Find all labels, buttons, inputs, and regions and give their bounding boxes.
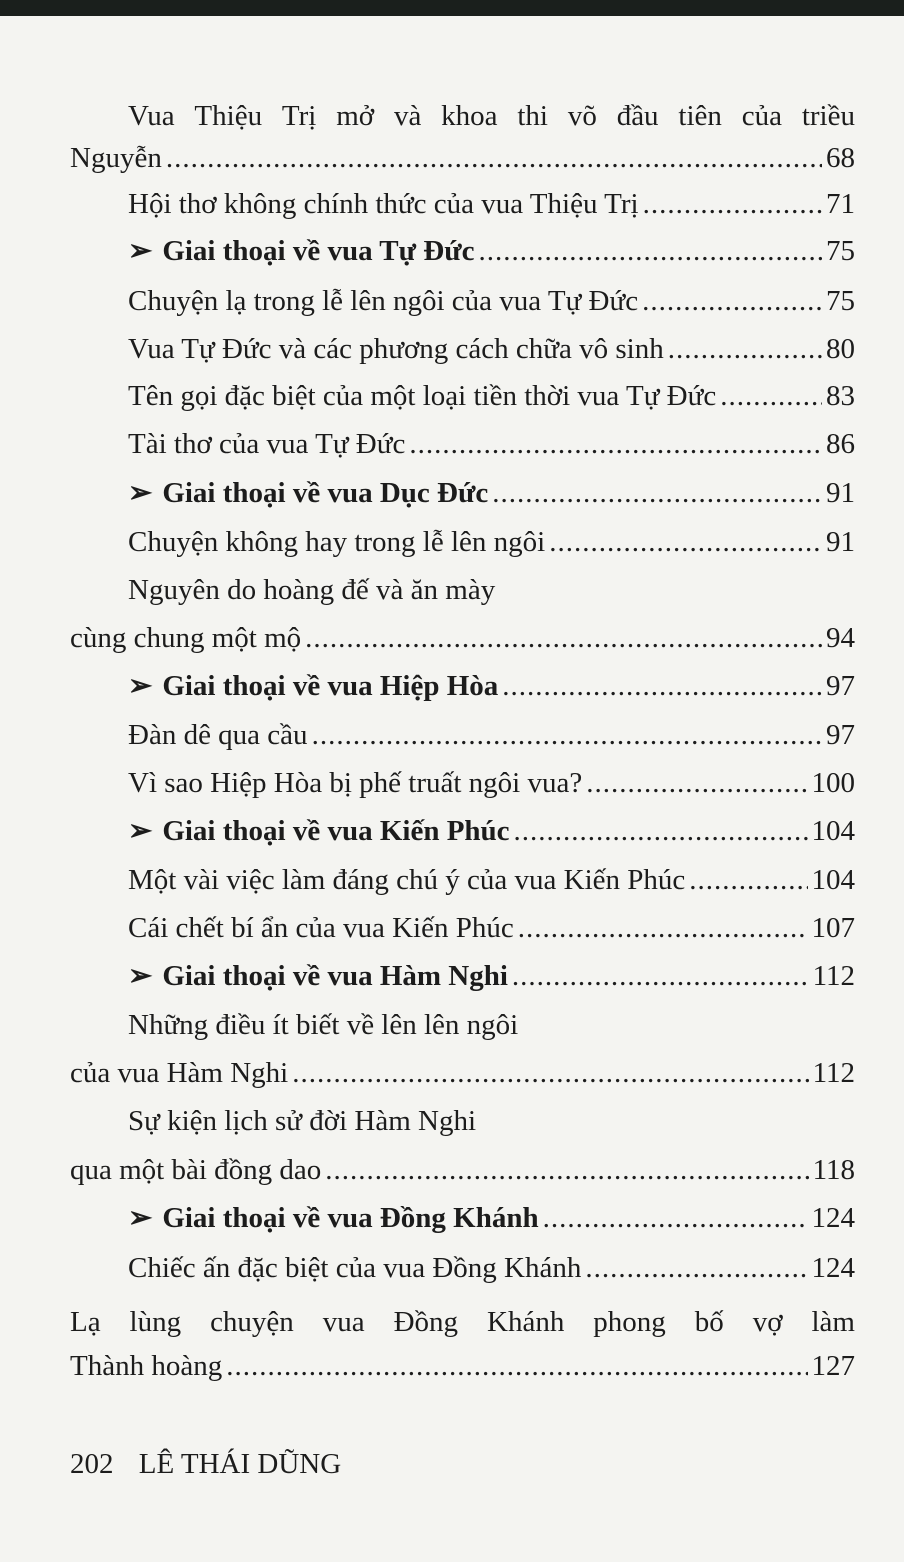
toc-section-heading[interactable]: [128, 666, 855, 706]
toc-entry-word: làm: [811, 1306, 855, 1338]
toc-entry-title: qua một bài đồng dao: [70, 1154, 322, 1186]
arrow-bullet-icon: ➢: [128, 477, 153, 509]
leader-dots: [409, 424, 822, 464]
toc-entry-title: Nguyên do hoàng đế và ăn mày: [128, 574, 496, 606]
toc-entry-title: Hội thơ không chính thức của vua Thiệu Trị: [128, 188, 639, 220]
leader-dots: [325, 1150, 808, 1190]
toc-entry-word: Lạ: [70, 1306, 101, 1338]
toc-entry-word: Thiệu: [194, 100, 263, 132]
leader-dots: [689, 860, 807, 900]
toc-page-number: 104: [811, 815, 855, 847]
toc-entry-title: Những điều ít biết về lên lên ngôi: [128, 1009, 519, 1041]
toc-section-title: Giai thoại về vua Hàm Nghi: [162, 960, 508, 992]
footer-author: LÊ THÁI DŨNG: [138, 1448, 342, 1480]
leader-dots: [586, 763, 807, 803]
footer-page-number: 202: [70, 1448, 114, 1480]
toc-entry-word: võ: [567, 100, 597, 132]
leader-dots: [502, 666, 822, 706]
toc-entry-title: Nguyễn: [70, 142, 162, 174]
page-footer: [70, 1446, 341, 1482]
toc-entry-word: đầu: [616, 100, 659, 132]
toc-entry-title: Sự kiện lịch sử đời Hàm Nghi: [128, 1105, 477, 1137]
toc-entry[interactable]: [70, 1346, 855, 1386]
leader-dots: [518, 908, 808, 948]
arrow-bullet-icon: ➢: [128, 235, 153, 267]
toc-entry[interactable]: [128, 281, 855, 321]
toc-entry-title: Vì sao Hiệp Hòa bị phế truất ngôi vua?: [128, 767, 583, 799]
toc-page-number: 86: [826, 428, 855, 460]
leader-dots: [166, 138, 822, 178]
toc-entry-word: phong: [593, 1306, 666, 1338]
toc-page-number: 97: [826, 719, 855, 751]
toc-entry-title: Vua Tự Đức và các phương cách chữa vô sinh: [128, 333, 664, 365]
leader-dots: [514, 811, 808, 851]
toc-entry-word: mở: [336, 100, 375, 132]
toc-section-title: Giai thoại về vua Kiến Phúc: [162, 815, 510, 847]
toc-page-number: 94: [826, 622, 855, 654]
toc-page-number: 100: [811, 767, 855, 799]
toc-entry[interactable]: [128, 522, 855, 562]
toc-entry-line: [128, 1101, 855, 1141]
toc-entry-line: [128, 96, 855, 136]
toc-entry-line: [128, 1005, 855, 1045]
arrow-bullet-icon: ➢: [128, 670, 153, 702]
toc-entry-word: chuyện: [210, 1306, 294, 1338]
arrow-bullet-icon: ➢: [128, 1202, 153, 1234]
toc-entry-word: Đồng: [393, 1306, 459, 1338]
toc-page-number: 75: [826, 235, 855, 267]
toc-entry-word: Trị: [281, 100, 317, 132]
toc-section-heading[interactable]: [128, 473, 855, 513]
toc-entry[interactable]: [128, 424, 855, 464]
toc-entry-word: Khánh: [487, 1306, 565, 1338]
toc-entry-title: Tên gọi đặc biệt của một loại tiền thời vua Tự Đức: [128, 380, 717, 412]
toc-section-heading[interactable]: [128, 1198, 855, 1238]
leader-dots: [642, 281, 822, 321]
leader-dots: [585, 1248, 807, 1288]
toc-entry-word: của: [741, 100, 782, 132]
leader-dots: [643, 184, 822, 224]
arrow-bullet-icon: ➢: [128, 815, 153, 847]
toc-page-number: 104: [811, 864, 855, 896]
toc-entry[interactable]: [128, 715, 855, 755]
toc-entry-title: Tài thơ của vua Tự Đức: [128, 428, 406, 460]
toc-section-title: Giai thoại về vua Đồng Khánh: [162, 1202, 539, 1234]
toc-entry-word: triều: [801, 100, 855, 132]
toc-entry-title: Chuyện không hay trong lễ lên ngôi: [128, 526, 546, 558]
toc-entry[interactable]: [128, 329, 855, 369]
toc-entry[interactable]: [70, 1150, 855, 1190]
toc-entry[interactable]: [70, 1053, 855, 1093]
toc-page-number: 127: [811, 1350, 855, 1382]
toc-entry-title: Một vài việc làm đáng chú ý của vua Kiến Phúc: [128, 864, 686, 896]
toc-entry-title: Thành hoàng: [70, 1350, 223, 1382]
toc-entry[interactable]: [128, 376, 855, 416]
toc-entry-word: vợ: [752, 1306, 783, 1338]
toc-section-heading[interactable]: [128, 231, 855, 271]
toc-page-number: 75: [826, 285, 855, 317]
leader-dots: [292, 1053, 808, 1093]
toc-section-heading[interactable]: [128, 811, 855, 851]
toc-page-number: 112: [812, 1057, 855, 1089]
toc-page-number: 68: [826, 142, 855, 174]
leader-dots: [312, 715, 822, 755]
toc-page-number: 80: [826, 333, 855, 365]
toc-entry-title: Chiếc ấn đặc biệt của vua Đồng Khánh: [128, 1252, 582, 1284]
toc-entry-line: [70, 1302, 855, 1342]
toc-entry[interactable]: [70, 618, 855, 658]
leader-dots: [226, 1346, 807, 1386]
leader-dots: [543, 1198, 808, 1238]
toc-page-number: 112: [812, 960, 855, 992]
toc-entry[interactable]: [128, 763, 855, 803]
toc-entry-word: Vua: [128, 100, 175, 132]
toc-entry-word: khoa: [441, 100, 498, 132]
toc-section-title: Giai thoại về vua Dục Đức: [162, 477, 489, 509]
toc-page-number: 83: [826, 380, 855, 412]
toc-entry[interactable]: [128, 184, 855, 224]
leader-dots: [305, 618, 822, 658]
toc-entry[interactable]: [70, 138, 855, 178]
toc-entry-word: lùng: [129, 1306, 182, 1338]
leader-dots: [720, 376, 822, 416]
toc-entry-title: cùng chung một mộ: [70, 622, 302, 654]
toc-page-number: 91: [826, 477, 855, 509]
leader-dots: [492, 473, 822, 513]
toc-section-title: Giai thoại về vua Tự Đức: [162, 235, 475, 267]
toc-section-heading[interactable]: [128, 956, 855, 996]
toc-page-number: 124: [811, 1202, 855, 1234]
toc-page-number: 97: [826, 670, 855, 702]
toc-entry[interactable]: [128, 1248, 855, 1288]
arrow-bullet-icon: ➢: [128, 960, 153, 992]
toc-entry-word: bố: [694, 1306, 724, 1338]
toc-page-number: 91: [826, 526, 855, 558]
toc-entry-word: thi: [517, 100, 548, 132]
toc-page-number: 118: [812, 1154, 855, 1186]
toc-entry-title: Cái chết bí ẩn của vua Kiến Phúc: [128, 912, 514, 944]
toc-entry[interactable]: [128, 860, 855, 900]
leader-dots: [512, 956, 809, 996]
toc-page-number: 107: [811, 912, 855, 944]
toc-entry-line: [128, 570, 855, 610]
toc-entry-title: Đàn dê qua cầu: [128, 719, 308, 751]
toc-page-number: 71: [826, 188, 855, 220]
toc-entry-word: vua: [322, 1306, 365, 1338]
toc-entry-title: Chuyện lạ trong lễ lên ngôi của vua Tự Đức: [128, 285, 639, 317]
toc-entry-word: và: [393, 100, 422, 132]
leader-dots: [479, 231, 822, 271]
toc-entry-title: của vua Hàm Nghi: [70, 1057, 289, 1089]
toc-page-number: 124: [811, 1252, 855, 1284]
toc-section-title: Giai thoại về vua Hiệp Hòa: [162, 670, 499, 702]
leader-dots: [668, 329, 822, 369]
toc-entry-word: tiên: [678, 100, 722, 132]
toc-entry[interactable]: [128, 908, 855, 948]
leader-dots: [549, 522, 822, 562]
